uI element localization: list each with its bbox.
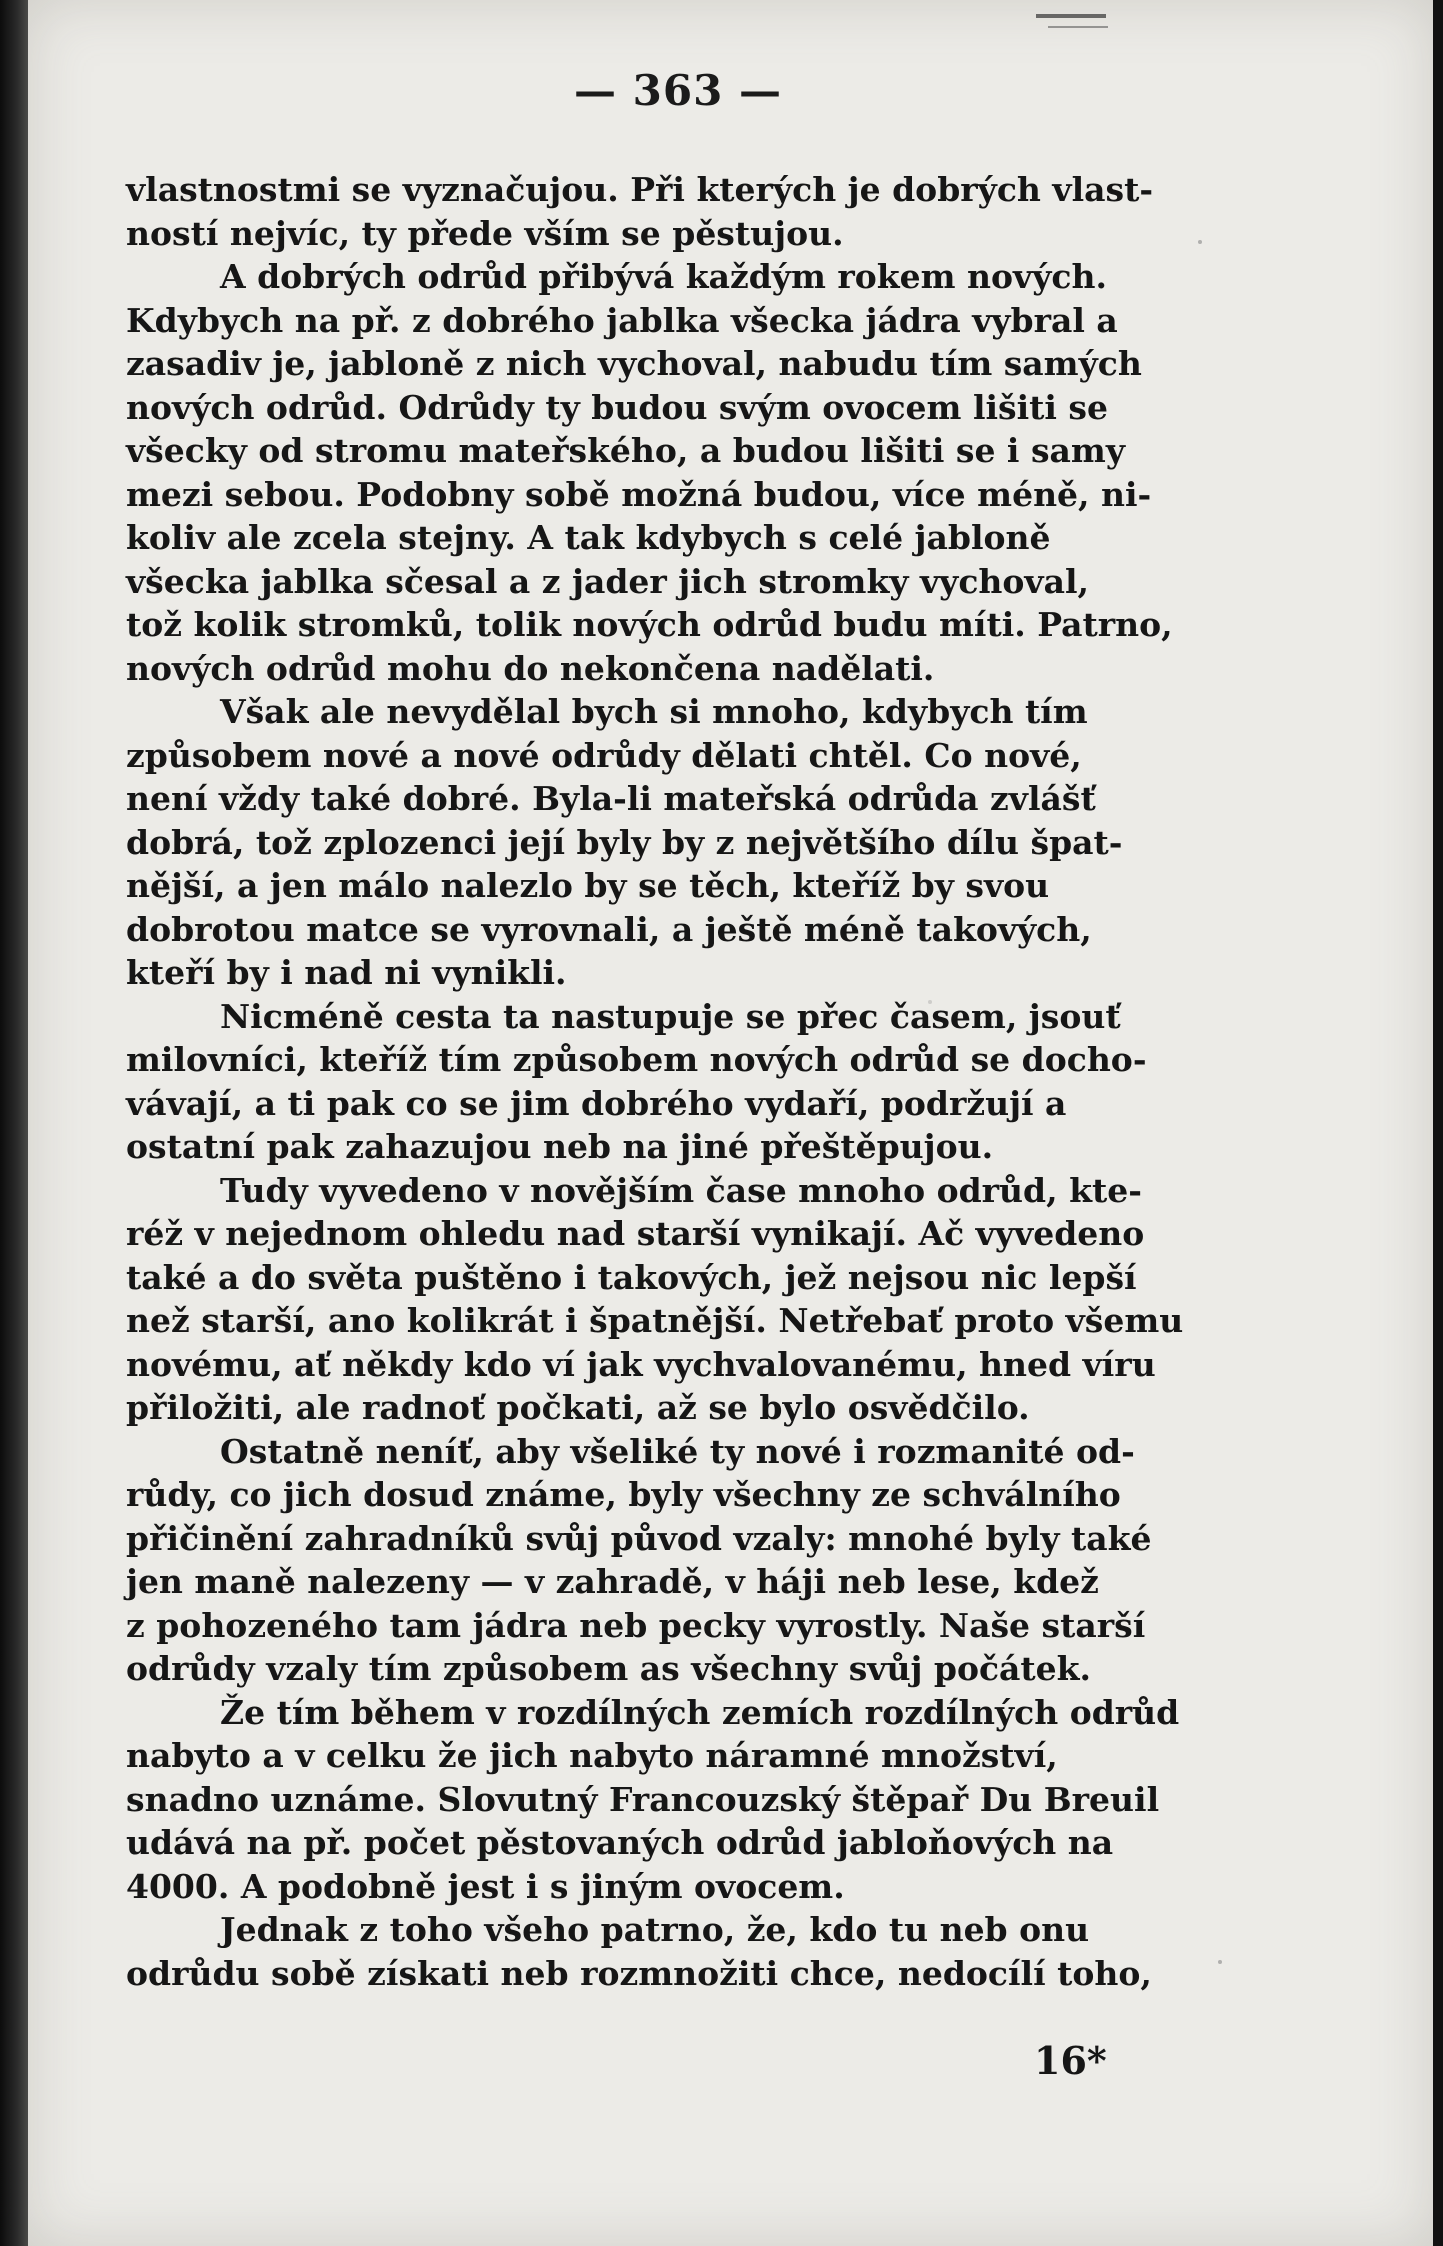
text-line: není vždy také dobré. Byla-li mateřská odrůda zvlášť <box>126 779 1096 818</box>
scan-speck <box>1198 240 1202 244</box>
text-line: odrůdy vzaly tím způsobem as všechny svůj počátek. <box>126 1649 1092 1688</box>
text-line: koliv ale zcela stejny. A tak kdybych s celé jabloně <box>126 518 1051 557</box>
text-line: z pohozeného tam jádra neb pecky vyrostly. Naše starší <box>126 1605 1146 1645</box>
book-spine-shadow <box>0 0 28 2246</box>
text-line: Tudy vyvedeno v novějším čase mnoho odrůd, kte- <box>220 1170 1142 1210</box>
text-line: nových odrůd. Odrůdy ty budou svým ovocem lišiti se <box>126 387 1108 427</box>
text-line: 4000. A podobně jest i s jiným ovocem. <box>126 1866 845 1906</box>
page-number: — 363 — <box>574 66 782 115</box>
scan-border-right <box>1433 0 1443 2246</box>
text-line: všecka jablka sčesal a z jader jich stromky vychoval, <box>126 561 1090 601</box>
text-line: Kdybych na př. z dobrého jablka všecka jádra vybral a <box>126 300 1118 340</box>
text-line: nabyto a v celku že jich nabyto náramné množství, <box>126 1736 1058 1775</box>
text-line: Jednak z toho všeho patrno, že, kdo tu neb onu <box>220 1910 1090 1949</box>
text-line: Ostatně neníť, aby všeliké ty nové i rozmanité od- <box>220 1431 1135 1471</box>
text-line: ostatní pak zahazujou neb na jiné přeštěpujou. <box>126 1127 994 1166</box>
text-line: dobrotou matce se vyrovnali, a ještě méně takových, <box>126 909 1092 949</box>
text-line: vlastnostmi se vyznačujou. Při kterých je dobrých vlast- <box>126 170 1154 209</box>
text-line: novému, ať někdy kdo ví jak vychvalovanému, hned víru <box>126 1344 1156 1384</box>
text-line: milovníci, kteříž tím způsobem nových odrůd se docho- <box>126 1040 1147 1079</box>
text-line: mezi sebou. Podobny sobě možná budou, více méně, ni- <box>126 474 1152 514</box>
text-line: také a do světa puštěno i takových, jež nejsou nic lepší <box>126 1257 1137 1297</box>
text-line: než starší, ano kolikrát i špatnější. Netřebať proto všemu <box>126 1301 1184 1340</box>
text-line: růdy, co jich dosud známe, byly všechny ze schválního <box>126 1475 1121 1514</box>
text-line: zasadiv je, jabloně z nich vychoval, nabudu tím samých <box>126 344 1142 383</box>
text-line: dobrá, tož zplozenci její byly by z největšího dílu špat- <box>126 822 1123 862</box>
text-line: Že tím během v rozdílných zemích rozdílných odrůd <box>220 1692 1180 1732</box>
text-line: všecky od stromu mateřského, a budou lišiti se i samy <box>126 431 1126 470</box>
text-line: snadno uznáme. Slovutný Francouzský štěpař Du Breuil <box>126 1779 1160 1819</box>
book-page <box>28 0 1433 2246</box>
text-line: ností nejvíc, ty přede vším se pěstujou. <box>126 213 844 253</box>
scan-artifact-rule <box>1036 14 1106 18</box>
scan-artifact-rule <box>1048 26 1108 28</box>
text-line: Nicméně cesta ta nastupuje se přec časem, jsouť <box>220 996 1121 1036</box>
scan-speck <box>1218 1960 1222 1964</box>
text-line: Však ale nevydělal bych si mnoho, kdybych tím <box>220 692 1088 731</box>
text-line: réž v nejednom ohledu nad starší vynikají. Ač vyvedeno <box>126 1214 1145 1253</box>
text-line: tož kolik stromků, tolik nových odrůd budu míti. Patrno, <box>126 605 1173 644</box>
text-line: odrůdu sobě získati neb rozmnožiti chce, nedocílí toho, <box>126 1953 1152 1993</box>
text-line: udává na př. počet pěstovaných odrůd jabloňových na <box>126 1823 1114 1862</box>
text-line: způsobem nové a nové odrůdy dělati chtěl. Co nové, <box>126 735 1082 775</box>
text-line: přičinění zahradníků svůj původ vzaly: mnohé byly také <box>126 1518 1152 1558</box>
text-line: jen maně nalezeny — v zahradě, v háji neb lese, kdež <box>126 1562 1099 1601</box>
text-line: kteří by i nad ni vynikli. <box>126 953 567 992</box>
page-body-text <box>126 168 1206 1995</box>
text-line: A dobrých odrůd přibývá každým rokem nových. <box>220 257 1107 296</box>
printer-signature-mark: 16* <box>1034 2038 1107 2083</box>
text-line: nových odrůd mohu do nekončena nadělati. <box>126 648 935 688</box>
text-line: přiložiti, ale radnoť počkati, až se bylo osvědčilo. <box>126 1388 1030 1427</box>
text-line: nější, a jen málo nalezlo by se těch, kteříž by svou <box>126 866 1050 905</box>
scan-speck <box>928 1000 932 1004</box>
text-line: vávají, a ti pak co se jim dobrého vydaří, podržují a <box>126 1083 1067 1123</box>
